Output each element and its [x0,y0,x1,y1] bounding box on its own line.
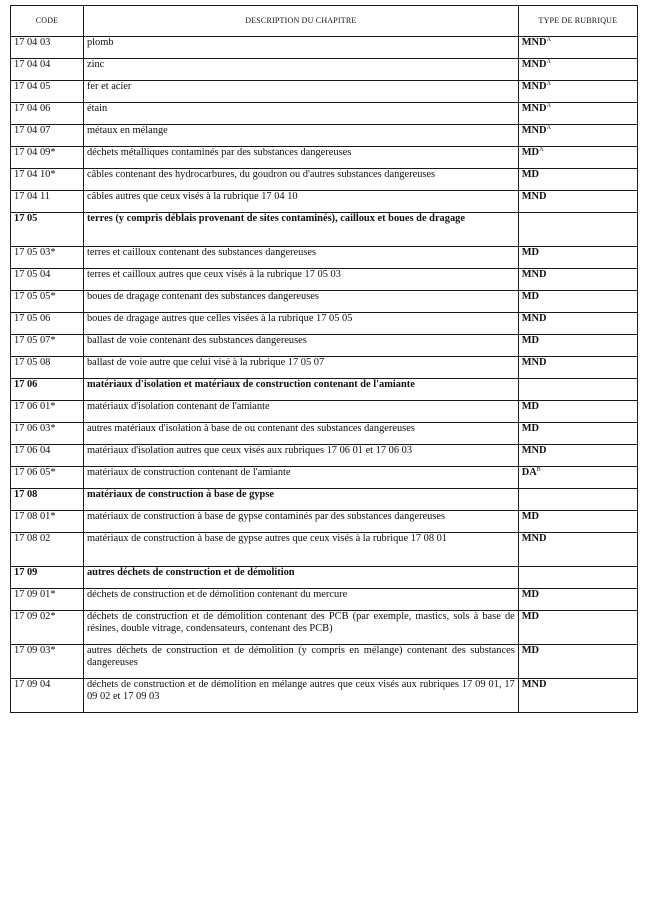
table-row [11,191,638,213]
chapter-title: terres (y compris déblais provenant de sites contaminés), cailloux et boues de dragage [83,213,518,247]
row-type [518,269,637,291]
chapter-code: 17 09 [11,567,84,589]
row-code: 17 09 02* [11,611,84,645]
row-type [518,313,637,335]
row-description: terres et cailloux autres que ceux visés à la rubrique 17 05 03 [83,269,518,291]
row-code: 17 09 01* [11,589,84,611]
row-type [518,489,637,511]
row-type-label: MND [521,81,547,92]
row-type [518,401,637,423]
row-description: déchets métalliques contaminés par des substances dangereuses [83,147,518,169]
table-row [11,37,638,59]
row-type-note: A [546,81,551,87]
row-type [518,589,637,611]
table-row [11,269,638,291]
chapter-title: matériaux de construction à base de gypse [83,489,518,511]
row-description: matériaux d'isolation contenant de l'amiante [83,401,518,423]
row-type-label: MD [521,645,540,656]
row-code: 17 06 03* [11,423,84,445]
row-code: 17 05 04 [11,269,84,291]
row-type [518,191,637,213]
chapter-code: 17 05 [11,213,84,247]
row-type-label: MD [521,511,540,522]
row-description: ballast de voie autre que celui visé à la rubrique 17 05 07 [83,357,518,379]
waste-code-table [10,5,638,713]
row-type-label: MND [521,533,547,544]
row-description: matériaux de construction à base de gypse autres que ceux visés à la rubrique 17 08 01 [83,533,518,567]
chapter-code: 17 08 [11,489,84,511]
row-description: déchets de construction et de démolition contenant du mercure [83,589,518,611]
row-type [518,147,637,169]
table-row [11,511,638,533]
table-row [11,423,638,445]
row-type-label: MD [521,423,540,434]
table-row [11,313,638,335]
row-type [518,335,637,357]
table-row [11,147,638,169]
row-code: 17 04 10* [11,169,84,191]
row-code: 17 05 08 [11,357,84,379]
row-type-label: MND [521,269,547,280]
row-description: autres matériaux d'isolation à base de ou contenant des substances dangereuses [83,423,518,445]
row-code: 17 05 03* [11,247,84,269]
row-description: terres et cailloux contenant des substances dangereuses [83,247,518,269]
row-type-label: MND [521,103,547,114]
row-type-note: A [546,37,551,43]
row-type-label: MD [521,147,540,158]
table-row [11,445,638,467]
table-row [11,125,638,147]
header-type: TYPE DE RUBRIQUE [518,6,637,37]
chapter-row [11,567,638,589]
row-code: 17 05 05* [11,291,84,313]
row-type-label: MD [521,291,540,302]
row-code: 17 05 07* [11,335,84,357]
table-row [11,81,638,103]
row-code: 17 06 04 [11,445,84,467]
table-row [11,247,638,269]
row-code: 17 04 03 [11,37,84,59]
row-type [518,59,637,81]
row-type [518,37,637,59]
row-code: 17 08 01* [11,511,84,533]
chapter-code: 17 06 [11,379,84,401]
row-code: 17 06 05* [11,467,84,489]
row-description: ballast de voie contenant des substances dangereuses [83,335,518,357]
table-row [11,335,638,357]
row-type-label: MND [521,357,547,368]
row-code: 17 08 02 [11,533,84,567]
table-row [11,59,638,81]
row-code: 17 04 09* [11,147,84,169]
row-type-note: A [546,59,551,65]
row-description: déchets de construction et de démolition en mélange autres que ceux visés aux rubriques 17 09 01, 17 09 02 et 17 09 03 [83,679,518,713]
row-code: 17 04 05 [11,81,84,103]
row-type [518,567,637,589]
row-type [518,445,637,467]
chapter-row [11,489,638,511]
row-type [518,357,637,379]
row-type-label: MND [521,445,547,456]
row-type-label: MND [521,191,547,202]
table-row [11,357,638,379]
row-type-label: MD [521,169,540,180]
chapter-row [11,213,638,247]
chapter-row [11,379,638,401]
row-type-label: MND [521,125,547,136]
row-type-label: MD [521,247,540,258]
row-description: déchets de construction et de démolition contenant des PCB (par exemple, mastics, sols à base de résines, double vitrage, condensateurs, contenant des PCB) [83,611,518,645]
table-row [11,645,638,679]
chapter-title: autres déchets de construction et de démolition [83,567,518,589]
row-type [518,169,637,191]
header-code: CODE [11,6,84,37]
row-code: 17 05 06 [11,313,84,335]
row-description: plomb [83,37,518,59]
row-description: fer et acier [83,81,518,103]
row-type-note: A [546,125,551,131]
table-header-row [11,6,638,37]
row-type-note: B [536,467,541,473]
row-type [518,645,637,679]
row-type-label: MD [521,611,540,622]
row-code: 17 06 01* [11,401,84,423]
row-type-label: DA [521,467,537,478]
row-type-label: MND [521,679,547,690]
row-description: autres déchets de construction et de démolition (y compris en mélange) contenant des substances dangereuses [83,645,518,679]
row-type [518,533,637,567]
row-type [518,103,637,125]
row-type-label: MD [521,401,540,412]
row-description: zinc [83,59,518,81]
row-description: matériaux de construction à base de gypse contaminés par des substances dangereuses [83,511,518,533]
table-row [11,533,638,567]
row-type [518,247,637,269]
row-type-label: MD [521,335,540,346]
row-code: 17 04 11 [11,191,84,213]
table-row [11,103,638,125]
row-type [518,213,637,247]
row-code: 17 09 04 [11,679,84,713]
table-row [11,611,638,645]
row-type-note: A [546,103,551,109]
header-description: DESCRIPTION DU CHAPITRE [83,6,518,37]
row-code: 17 09 03* [11,645,84,679]
row-type [518,125,637,147]
row-code: 17 04 07 [11,125,84,147]
row-type [518,291,637,313]
row-type [518,423,637,445]
row-type [518,611,637,645]
table-row [11,401,638,423]
table-row [11,679,638,713]
table-row [11,291,638,313]
row-type-label: MND [521,37,547,48]
row-type-label: MND [521,59,547,70]
table-row [11,467,638,489]
table-row [11,589,638,611]
table-row [11,169,638,191]
row-type-label: MND [521,313,547,324]
row-type [518,679,637,713]
row-description: boues de dragage contenant des substances dangereuses [83,291,518,313]
row-type-label: MD [521,589,540,600]
row-type-note: A [539,147,544,153]
row-type [518,81,637,103]
chapter-title: matériaux d'isolation et matériaux de construction contenant de l'amiante [83,379,518,401]
row-description: matériaux d'isolation autres que ceux visés aux rubriques 17 06 01 et 17 06 03 [83,445,518,467]
row-description: matériaux de construction contenant de l'amiante [83,467,518,489]
row-type [518,511,637,533]
row-description: métaux en mélange [83,125,518,147]
row-type [518,379,637,401]
row-description: câbles autres que ceux visés à la rubrique 17 04 10 [83,191,518,213]
row-code: 17 04 04 [11,59,84,81]
row-description: câbles contenant des hydrocarbures, du goudron ou d'autres substances dangereuses [83,169,518,191]
row-type [518,467,637,489]
row-description: boues de dragage autres que celles visées à la rubrique 17 05 05 [83,313,518,335]
row-code: 17 04 06 [11,103,84,125]
row-description: étain [83,103,518,125]
